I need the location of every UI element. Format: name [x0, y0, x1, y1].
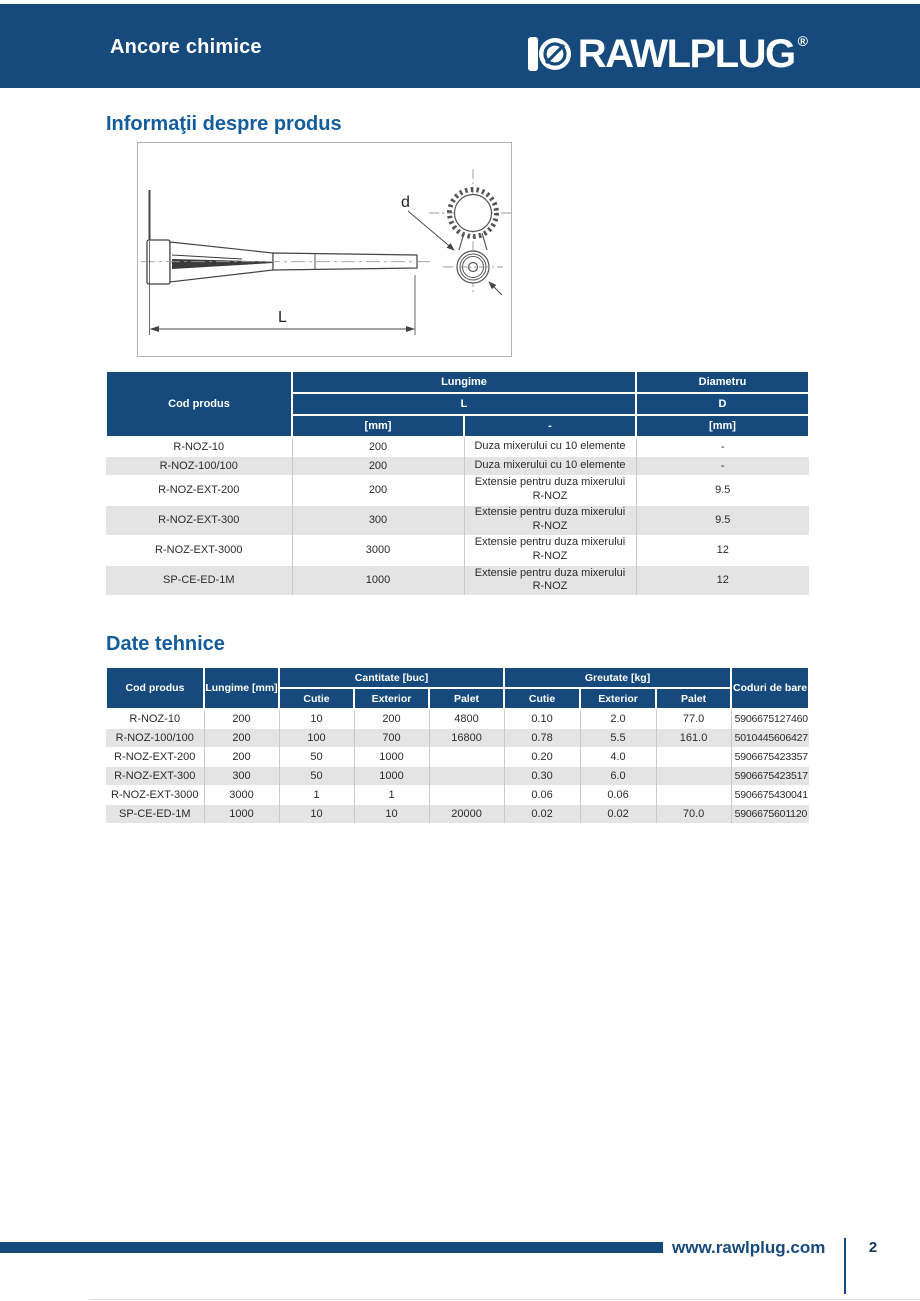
t2-wt-pallet: 77.0: [656, 709, 731, 728]
t2-wt-box: 0.02: [504, 804, 580, 823]
table-row: [106, 456, 809, 475]
t2-header-wt-outer: Exterior: [580, 688, 656, 709]
t2-wt-box: 0.30: [504, 766, 580, 785]
t2-header-qty-pallet: Palet: [429, 688, 504, 709]
t1-desc: Duza mixerului cu 10 elemente: [464, 456, 636, 475]
table-row: [106, 437, 809, 456]
t1-diameter: 12: [636, 565, 809, 595]
t2-code: R-NOZ-10: [106, 709, 204, 728]
t1-length: 200: [292, 475, 464, 505]
t1-header-product-code: Cod produs: [106, 371, 292, 437]
dimension-length-label: L: [278, 309, 287, 326]
page-bottom-rule: [90, 1299, 920, 1300]
t2-header-wt-pallet: Palet: [656, 688, 731, 709]
t1-length: 200: [292, 437, 464, 456]
rawlplug-logo: [527, 32, 808, 76]
t2-qty-pallet: 4800: [429, 709, 504, 728]
t2-qty-box: 10: [279, 804, 354, 823]
t1-header-L: L: [292, 393, 636, 415]
t2-qty-box: 10: [279, 709, 354, 728]
t1-desc: Extensie pentru duza mixerului R-NOZ: [464, 535, 636, 565]
t2-header-barcode: Coduri de bare: [731, 667, 809, 709]
t2-header-weight-group: Greutate [kg]: [504, 667, 731, 688]
t2-header-qty-box: Cutie: [279, 688, 354, 709]
table-row: [106, 535, 809, 565]
table-row: [106, 804, 809, 823]
t2-wt-pallet: [656, 766, 731, 785]
t1-length: 1000: [292, 565, 464, 595]
t2-wt-outer: 0.02: [580, 804, 656, 823]
t2-wt-pallet: 161.0: [656, 728, 731, 747]
t2-barcode: 5906675423357: [731, 747, 809, 766]
t2-header-qty-outer: Exterior: [354, 688, 429, 709]
t2-qty-outer: 1000: [354, 766, 429, 785]
t2-qty-box: 1: [279, 785, 354, 804]
tech-data-table: [105, 666, 810, 823]
t1-header-length-group: Lungime: [292, 371, 636, 393]
t2-length: 200: [204, 747, 279, 766]
t2-qty-pallet: [429, 747, 504, 766]
rawlplug-logo-icon: [527, 32, 571, 76]
t2-wt-box: 0.10: [504, 709, 580, 728]
t2-qty-outer: 10: [354, 804, 429, 823]
t2-qty-pallet: 16800: [429, 728, 504, 747]
t1-desc: Extensie pentru duza mixerului R-NOZ: [464, 565, 636, 595]
t2-length: 300: [204, 766, 279, 785]
t2-qty-pallet: [429, 785, 504, 804]
t2-barcode: 5906675127460: [731, 709, 809, 728]
t2-wt-outer: 0.06: [580, 785, 656, 804]
t2-qty-pallet: [429, 766, 504, 785]
t2-barcode: 5010445606427: [731, 728, 809, 747]
t2-length: 200: [204, 709, 279, 728]
section-title-product-info: Informaţii despre produs: [106, 113, 342, 135]
t1-desc: Extensie pentru duza mixerului R-NOZ: [464, 505, 636, 535]
t2-wt-box: 0.78: [504, 728, 580, 747]
t2-header-quantity-group: Cantitate [buc]: [279, 667, 504, 688]
t2-qty-pallet: 20000: [429, 804, 504, 823]
table-row: [106, 728, 809, 747]
t2-barcode: 5906675423517: [731, 766, 809, 785]
registered-mark: ®: [797, 33, 808, 49]
t2-qty-box: 50: [279, 766, 354, 785]
t2-qty-outer: 1: [354, 785, 429, 804]
t1-header-unit-mm2: [mm]: [636, 415, 809, 437]
table-row: [106, 505, 809, 535]
t2-wt-outer: 2.0: [580, 709, 656, 728]
t2-wt-box: 0.20: [504, 747, 580, 766]
t2-qty-outer: 200: [354, 709, 429, 728]
product-diagram: [137, 142, 512, 357]
t1-length: 300: [292, 505, 464, 535]
t2-barcode: 5906675430041: [731, 785, 809, 804]
product-info-table: [105, 370, 810, 595]
t1-code: R-NOZ-EXT-200: [106, 475, 292, 505]
t1-diameter: 9.5: [636, 505, 809, 535]
t2-wt-outer: 5.5: [580, 728, 656, 747]
t2-length: 3000: [204, 785, 279, 804]
t1-desc: Duza mixerului cu 10 elemente: [464, 437, 636, 456]
t2-code: R-NOZ-100/100: [106, 728, 204, 747]
t2-wt-outer: 6.0: [580, 766, 656, 785]
t1-desc: Extensie pentru duza mixerului R-NOZ: [464, 475, 636, 505]
brand-wordmark: RAWLPLUG: [577, 32, 795, 76]
t2-qty-outer: 1000: [354, 747, 429, 766]
table-row: [106, 766, 809, 785]
t1-diameter: 12: [636, 535, 809, 565]
table-row: [106, 785, 809, 804]
page-title: Ancore chimice: [110, 36, 262, 58]
t2-wt-pallet: [656, 747, 731, 766]
t2-code: SP-CE-ED-1M: [106, 804, 204, 823]
t2-wt-box: 0.06: [504, 785, 580, 804]
t1-header-unit-mm: [mm]: [292, 415, 464, 437]
page-header-bar: [0, 4, 920, 88]
t2-qty-box: 50: [279, 747, 354, 766]
table-row: [106, 475, 809, 505]
t1-header-D: D: [636, 393, 809, 415]
t1-diameter: -: [636, 437, 809, 456]
t1-code: R-NOZ-EXT-3000: [106, 535, 292, 565]
t2-header-product-code: Cod produs: [106, 667, 204, 709]
t2-wt-outer: 4.0: [580, 747, 656, 766]
t2-code: R-NOZ-EXT-300: [106, 766, 204, 785]
page-number: 2: [868, 1239, 878, 1256]
t2-qty-outer: 700: [354, 728, 429, 747]
t1-code: SP-CE-ED-1M: [106, 565, 292, 595]
t2-wt-pallet: [656, 785, 731, 804]
t1-length: 3000: [292, 535, 464, 565]
dimension-diameter-label: d: [401, 194, 410, 211]
table-row: [106, 565, 809, 595]
mixer-nozzle-drawing: [138, 143, 511, 356]
t1-code: R-NOZ-EXT-300: [106, 505, 292, 535]
table-row: [106, 709, 809, 728]
t2-header-length: Lungime [mm]: [204, 667, 279, 709]
t1-code: R-NOZ-100/100: [106, 456, 292, 475]
t1-length: 200: [292, 456, 464, 475]
section-title-tech-data: Date tehnice: [106, 633, 225, 655]
footer-website-link[interactable]: www.rawlplug.com: [672, 1238, 826, 1257]
t2-header-wt-box: Cutie: [504, 688, 580, 709]
t1-header-diameter-group: Diametru: [636, 371, 809, 393]
t1-diameter: 9.5: [636, 475, 809, 505]
footer-accent-bar: [0, 1242, 663, 1253]
table-row: [106, 747, 809, 766]
t1-diameter: -: [636, 456, 809, 475]
t1-header-unit-dash: -: [464, 415, 636, 437]
t2-code: R-NOZ-EXT-3000: [106, 785, 204, 804]
t2-code: R-NOZ-EXT-200: [106, 747, 204, 766]
t2-barcode: 5906675601120: [731, 804, 809, 823]
t2-qty-box: 100: [279, 728, 354, 747]
footer-divider: [844, 1238, 846, 1294]
t2-wt-pallet: 70.0: [656, 804, 731, 823]
t2-length: 1000: [204, 804, 279, 823]
t1-code: R-NOZ-10: [106, 437, 292, 456]
t2-length: 200: [204, 728, 279, 747]
